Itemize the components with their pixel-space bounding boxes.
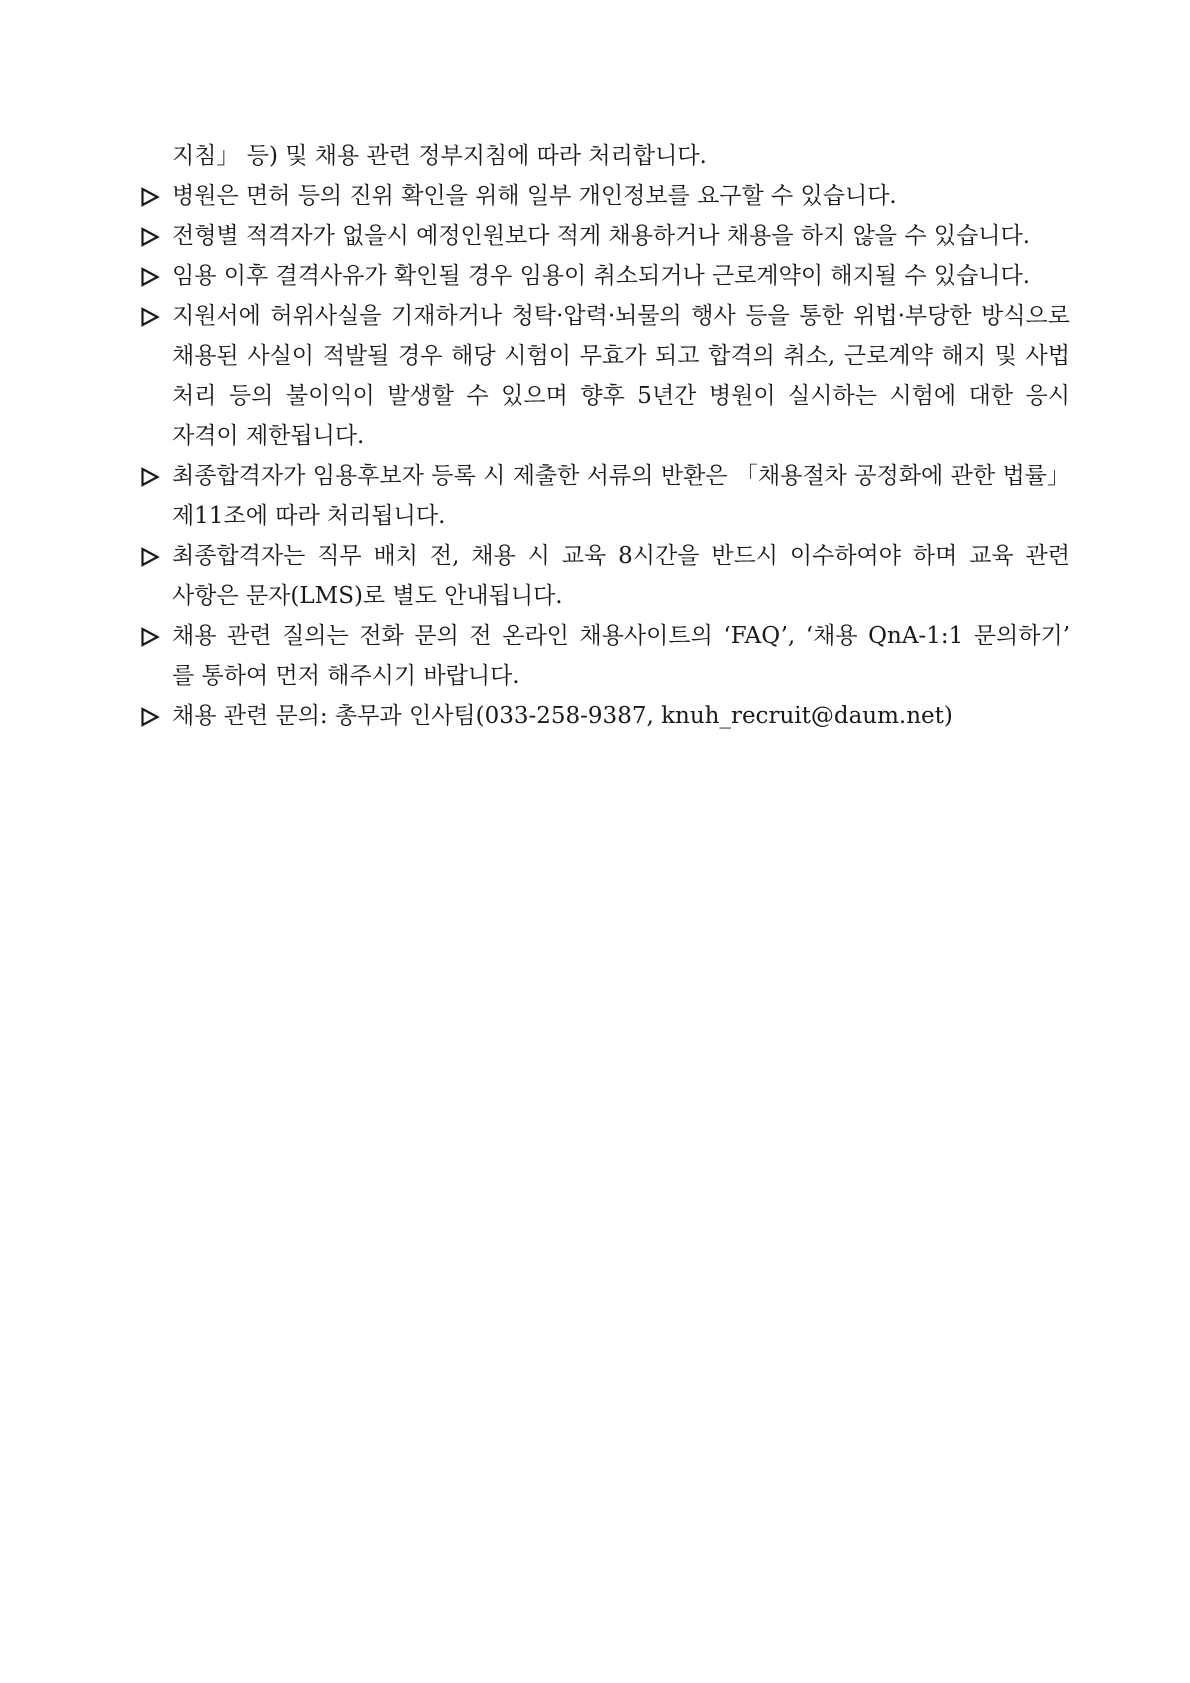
triangle-right-outline-icon [140,616,164,656]
notice-text: 임용 이후 결격사유가 확인될 경우 임용이 취소되거나 근로계약이 해지될 수 있습니다. [172,263,1031,289]
triangle-right-outline-icon [140,456,164,496]
lead-line: 지침」 등) 및 채용 관련 정부지침에 따라 처리합니다. [172,143,707,169]
notice-text: 지원서에 허위사실을 기재하거나 청탁·압력·뇌물의 행사 등을 통한 위법·부당한 방식으로 [172,303,1070,329]
notice-text: 채용된 사실이 적발될 경우 해당 시험이 무효가 되고 합격의 취소, 근로계약 해지 및 사법 [172,343,1070,369]
notice-item-continuation [140,416,1070,456]
notice-text: 사항은 문자(LMS)로 별도 안내됩니다. [172,583,563,609]
triangle-right-outline-icon [140,536,164,576]
notice-text: 채용 관련 문의: 총무과 인사팀(033-258-9387, knuh_recruit@daum.net) [172,703,953,729]
notice-item [140,696,1070,736]
triangle-right-outline-icon [140,296,164,336]
notice-item-continuation [140,576,1070,616]
notice-text: 병원은 면허 등의 진위 확인을 위해 일부 개인정보를 요구할 수 있습니다. [172,183,897,209]
notice-item [140,616,1070,656]
triangle-right-outline-icon [140,216,164,256]
triangle-right-outline-icon [140,256,164,296]
notice-text: 를 통하여 먼저 해주시기 바랍니다. [172,663,520,689]
notice-item [140,296,1070,336]
notice-item [140,176,1070,216]
notice-list [140,136,1070,736]
notice-item-continuation [140,496,1070,536]
notice-text: 처리 등의 불이익이 발생할 수 있으며 향후 5년간 병원이 실시하는 시험에 대한 응시 [172,383,1070,409]
notice-item-continuation [140,376,1070,416]
notice-item-continuation [140,656,1070,696]
notice-item-continuation [140,336,1070,376]
notice-text: 최종합격자가 임용후보자 등록 시 제출한 서류의 반환은 「채용절차 공정화에 관한 법률」 [172,463,1070,489]
triangle-right-outline-icon [140,696,164,736]
notice-item [140,216,1070,256]
notice-text: 제11조에 따라 처리됩니다. [172,503,446,529]
notice-item [140,536,1070,576]
notice-item [140,256,1070,296]
notice-item [140,456,1070,496]
notice-text: 전형별 적격자가 없을시 예정인원보다 적게 채용하거나 채용을 하지 않을 수 있습니다. [172,223,1031,249]
notice-text: 채용 관련 질의는 전화 문의 전 온라인 채용사이트의 ‘FAQ’, ‘채용 QnA-1:1 문의하기’ [172,623,1070,649]
notice-text: 최종합격자는 직무 배치 전, 채용 시 교육 8시간을 반드시 이수하여야 하며 교육 관련 [172,543,1070,569]
triangle-right-outline-icon [140,176,164,216]
notice-text: 자격이 제한됩니다. [172,423,365,449]
